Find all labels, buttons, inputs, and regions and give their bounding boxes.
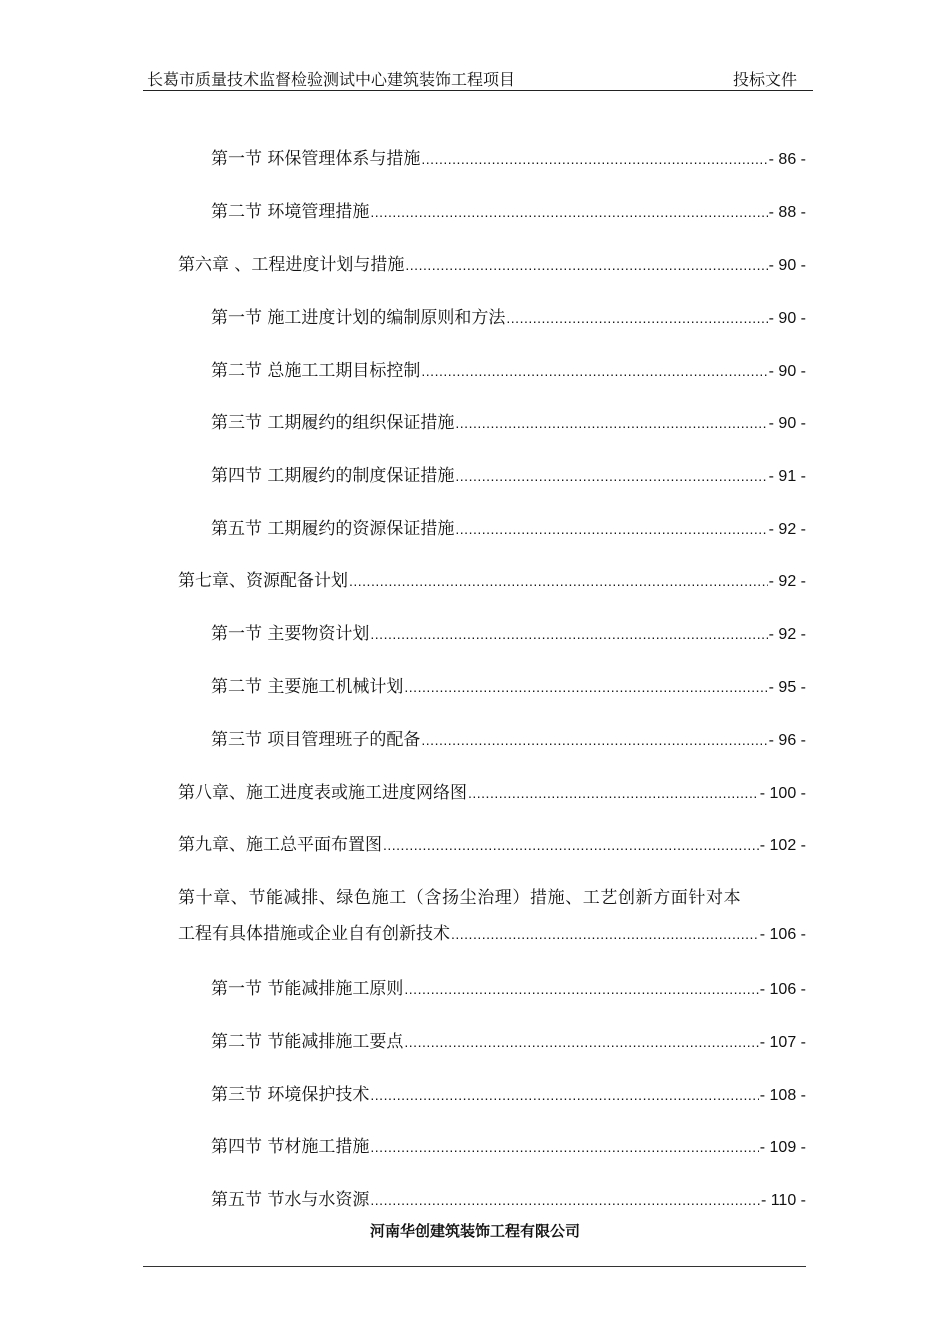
- toc-leader-dots: [455, 465, 767, 487]
- toc-entry[interactable]: [178, 834, 806, 857]
- toc-entry-label: 第二节 总施工工期目标控制: [211, 361, 421, 381]
- toc-entry[interactable]: [211, 978, 806, 1001]
- toc-page-number: - 86 -: [768, 151, 806, 168]
- toc-entry-label: 第六章 、工程进度计划与措施: [178, 255, 405, 275]
- toc-leader-dots: [370, 623, 767, 645]
- toc-entry[interactable]: [211, 360, 806, 383]
- toc-entry[interactable]: [211, 623, 806, 646]
- header-project-title: 长葛市质量技术监督检验测试中心建筑装饰工程项目: [147, 70, 516, 89]
- toc-leader-dots: [370, 1189, 760, 1211]
- toc-entry[interactable]: [211, 1136, 806, 1159]
- toc-page-number: - 90 -: [768, 363, 806, 380]
- toc-entry-label: 第一节 主要物资计划: [211, 624, 370, 644]
- toc-leader-dots: [349, 570, 768, 592]
- toc-leader-dots: [383, 834, 759, 856]
- toc-page-number: - 92 -: [768, 626, 806, 643]
- toc-entry-label: 第四节 节材施工措施: [211, 1137, 370, 1157]
- toc-page-number: - 110 -: [760, 1192, 806, 1209]
- toc-leader-dots: [404, 978, 758, 1000]
- toc-entry-label: 第四节 工期履约的制度保证措施: [211, 466, 455, 486]
- toc-leader-dots: [421, 148, 767, 170]
- toc-page-number: - 106 -: [759, 926, 806, 943]
- toc-page-number: - 90 -: [768, 415, 806, 432]
- toc-page-number: - 92 -: [768, 573, 806, 590]
- toc-page-number: - 108 -: [759, 1087, 806, 1104]
- toc-entry-label: 第三节 工期履约的组织保证措施: [211, 413, 455, 433]
- toc-leader-dots: [370, 1136, 758, 1158]
- toc-leader-dots: [455, 412, 767, 434]
- toc-leader-dots: [370, 201, 767, 223]
- toc-entry[interactable]: [211, 412, 806, 435]
- toc-entry[interactable]: [211, 307, 806, 330]
- toc-entry-label: 第三节 项目管理班子的配备: [211, 730, 421, 750]
- toc-entry[interactable]: [178, 782, 806, 805]
- toc-page-number: - 95 -: [768, 679, 806, 696]
- page-header: [143, 68, 813, 91]
- toc-entry-label-line2: 工程有具体措施或企业自有创新技术: [178, 924, 450, 944]
- toc-entry-label: 第七章、资源配备计划: [178, 571, 348, 591]
- toc-entry-label: 第三节 环境保护技术: [211, 1085, 370, 1105]
- toc-entry[interactable]: [211, 1084, 806, 1107]
- toc-leader-dots: [370, 1084, 758, 1106]
- toc-leader-dots: [421, 360, 767, 382]
- toc-page-number: - 106 -: [759, 981, 806, 998]
- toc-entry-label: 第二节 节能减排施工要点: [211, 1032, 404, 1052]
- toc-entry[interactable]: [178, 570, 806, 593]
- toc-entry-multiline[interactable]: [178, 887, 806, 946]
- toc-leader-dots: [506, 307, 767, 329]
- toc-page-number: - 109 -: [759, 1139, 806, 1156]
- toc-entry-label: 第二节 环境管理措施: [211, 202, 370, 222]
- toc-page-number: - 96 -: [768, 732, 806, 749]
- toc-entry-label: 第一节 环保管理体系与措施: [211, 149, 421, 169]
- toc-entry-label: 第九章、施工总平面布置图: [178, 835, 382, 855]
- toc-leader-dots: [404, 1031, 758, 1053]
- toc-leader-dots: [405, 254, 767, 276]
- toc-entry[interactable]: [211, 148, 806, 171]
- toc-page-number: - 91 -: [768, 468, 806, 485]
- toc-page-number: - 90 -: [768, 257, 806, 274]
- toc-leader-dots: [468, 782, 759, 804]
- toc-leader-dots: [451, 923, 759, 945]
- toc-entry-label: 第五节 工期履约的资源保证措施: [211, 519, 455, 539]
- toc-entry[interactable]: [211, 1031, 806, 1054]
- toc-entry-label: 第五节 节水与水资源: [211, 1190, 370, 1210]
- toc-entry[interactable]: [211, 676, 806, 699]
- toc-entry[interactable]: [211, 1189, 806, 1212]
- footer-company-name: 河南华创建筑装饰工程有限公司: [369, 1222, 580, 1240]
- toc-entry-label: 第一节 施工进度计划的编制原则和方法: [211, 308, 506, 328]
- footer-divider: [143, 1266, 806, 1267]
- toc-entry[interactable]: [211, 729, 806, 752]
- toc-entry-label: 第二节 主要施工机械计划: [211, 677, 404, 697]
- toc-leader-dots: [455, 518, 767, 540]
- toc-leader-dots: [421, 729, 767, 751]
- toc-leader-dots: [404, 676, 767, 698]
- toc-entry[interactable]: [178, 254, 806, 277]
- toc-page-number: - 88 -: [768, 204, 806, 221]
- toc-page-number: - 90 -: [768, 310, 806, 327]
- toc-page-number: - 107 -: [759, 1034, 806, 1051]
- toc-page-number: - 102 -: [759, 837, 806, 854]
- toc-entry-label: 第八章、施工进度表或施工进度网络图: [178, 783, 467, 803]
- toc-entry-label-line1: 第十章、节能减排、绿色施工（含扬尘治理）措施、工艺创新方面针对本: [178, 888, 742, 908]
- toc-page-number: - 100 -: [759, 785, 806, 802]
- toc-entry-label: 第一节 节能减排施工原则: [211, 979, 404, 999]
- toc-entry[interactable]: [211, 201, 806, 224]
- toc-entry[interactable]: [211, 465, 806, 488]
- toc-entry[interactable]: [211, 518, 806, 541]
- header-doc-type: 投标文件: [732, 70, 797, 89]
- toc-page-number: - 92 -: [768, 521, 806, 538]
